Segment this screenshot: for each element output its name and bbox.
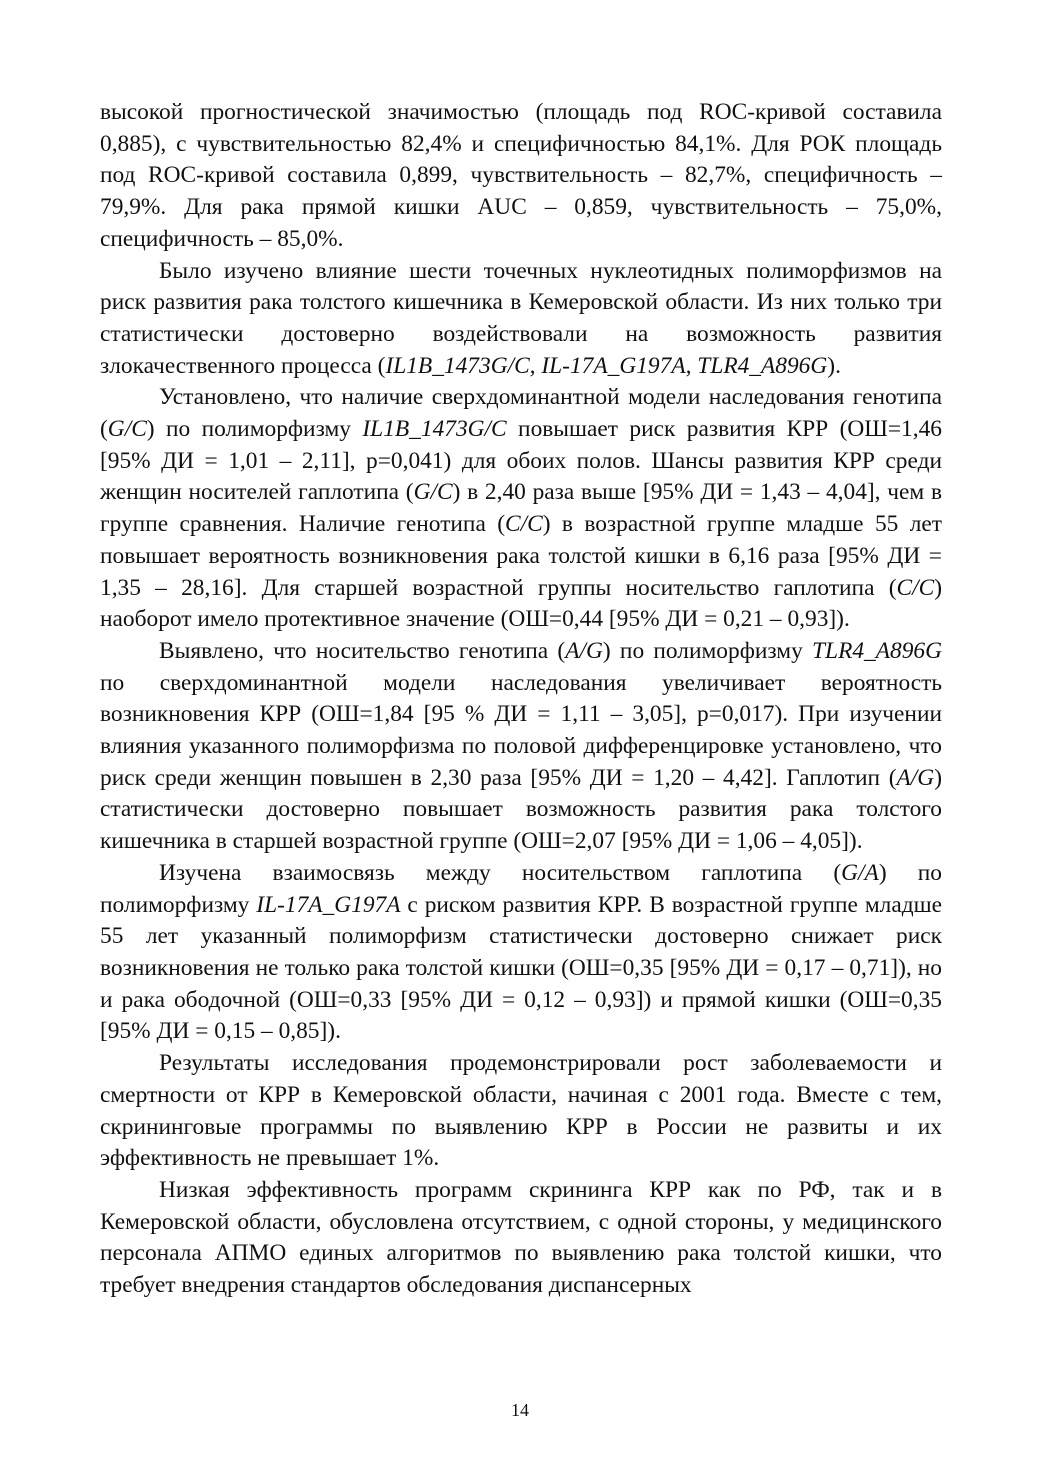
text-run: высокой прогностической значимостью (площадь под ROC-кривой составила 0,885), с чувствительностью 82,4% и специфичностью 84,1%. Для РОК площадь под ROC-кривой составила 0,899, чувствительность – 82,7%, специфичность – 79,9%. Для рака прямой кишки AUC – 0,859, чувствительность – 75,0%, специфичность – 85,0%.: [100, 99, 942, 252]
italic-term: C/C: [505, 511, 543, 538]
text-run: ) в возрастной группе младше 55 лет повышает вероятность возникновения рака толстой кишки в 6,16 раза [95% ДИ = 1,35 – 28,16]. Для старшей возрастной группы носительство гаплотипа (: [100, 511, 942, 601]
text-run: Выявлено, что носительство генотипа (: [159, 637, 566, 664]
italic-term: IL1B_1473G/C, IL-17A_G197A, TLR4_A896G: [385, 352, 828, 379]
text-run: ) по полиморфизму: [146, 416, 363, 443]
italic-term: IL-17A_G197A: [256, 891, 401, 918]
text-run: ).: [827, 352, 841, 379]
text-run: ) в 2,40 раза выше [95% ДИ = 1,43 – 4,04], чем в группе сравнения. Наличие генотипа (: [100, 479, 943, 538]
text-run: ) наоборот имело протективное значение (ОШ=0,44 [95% ДИ = 0,21 – 0,93]).: [100, 574, 942, 633]
italic-term: IL1B_1473G/C: [362, 416, 507, 443]
paragraph: [100, 97, 942, 256]
text-run: повышает риск развития КРР (ОШ=1,46 [95% ДИ = 1,01 – 2,11], p=0,041) для обоих полов. Шансы развития КРР среди женщин носителей гаплотипа (: [100, 416, 942, 506]
text-run: Установлено, что наличие сверхдоминантной модели наследования генотипа (: [100, 384, 942, 443]
text-run: Низкая эффективность программ скрининга КРР как по РФ, так и в Кемеровской области, обусловлена отсутствием, с одной стороны, у медицинского персонала АПМО единых алгоритмов по выявлению рака толстой кишки, что требует внедрения стандартов обследования диспансерных: [100, 1176, 942, 1299]
italic-term: G/A: [841, 859, 879, 886]
text-run: с риском развития КРР. В возрастной группе младше 55 лет указанный полиморфизм статистически достоверно снижает риск возникновения не только рака толстой кишки (ОШ=0,35 [95% ДИ = 0,17 – 0,71]), но и рака ободочной (ОШ=0,33 [95% ДИ = 0,12 – 0,93]) и прямой кишки (ОШ=0,35 [95% ДИ = 0,15 – 0,85]).: [100, 891, 942, 1045]
paragraph: [100, 1048, 942, 1175]
paragraph: [100, 1175, 942, 1302]
paragraph: [100, 256, 942, 383]
text-run: Было изучено влияние шести точечных нуклеотидных полиморфизмов на риск развития рака толстого кишечника в Кемеровской области. Из них только три статистически достоверно воздействовали на возможность развития злокачественного процесса (: [100, 257, 942, 379]
text-run: по сверхдоминантной модели наследования увеличивает вероятность возникновения КРР (ОШ=1,84 [95 % ДИ = 1,11 – 3,05], p=0,017). При изучении влияния указанного полиморфизма по половой дифференцировке установлено, что риск среди женщин повышен в 2,30 раза [95% ДИ = 1,20 – 4,42]. Гаплотип (: [100, 669, 942, 791]
italic-term: A/G: [896, 764, 935, 791]
paragraph: [100, 858, 942, 1048]
document-body: [100, 97, 942, 1302]
italic-term: G/C: [107, 416, 147, 443]
paragraph: [100, 636, 942, 858]
text-run: ) по полиморфизму: [602, 637, 813, 664]
text-run: Результаты исследования продемонстрировали рост заболеваемости и смертности от КРР в Кемеровской области, начиная с 2001 года. Вместе с тем, скрининговые программы по выявлению КРР в России не развиты и их эффективность не превышает 1%.: [100, 1050, 942, 1172]
paragraph: [100, 382, 942, 636]
page-number: 14: [511, 1400, 529, 1420]
italic-term: TLR4_A896G: [812, 637, 943, 664]
italic-term: G/C: [413, 479, 453, 506]
italic-term: A/G: [565, 637, 603, 664]
italic-term: C/C: [896, 574, 935, 601]
text-run: ) статистически достоверно повышает возможность развития рака толстого кишечника в старшей возрастной группе (ОШ=2,07 [95% ДИ = 1,06 – 4,05]).: [100, 764, 942, 855]
text-run: ) по полиморфизму: [100, 859, 942, 918]
text-run: Изучена взаимосвязь между носительством гаплотипа (: [159, 859, 842, 886]
